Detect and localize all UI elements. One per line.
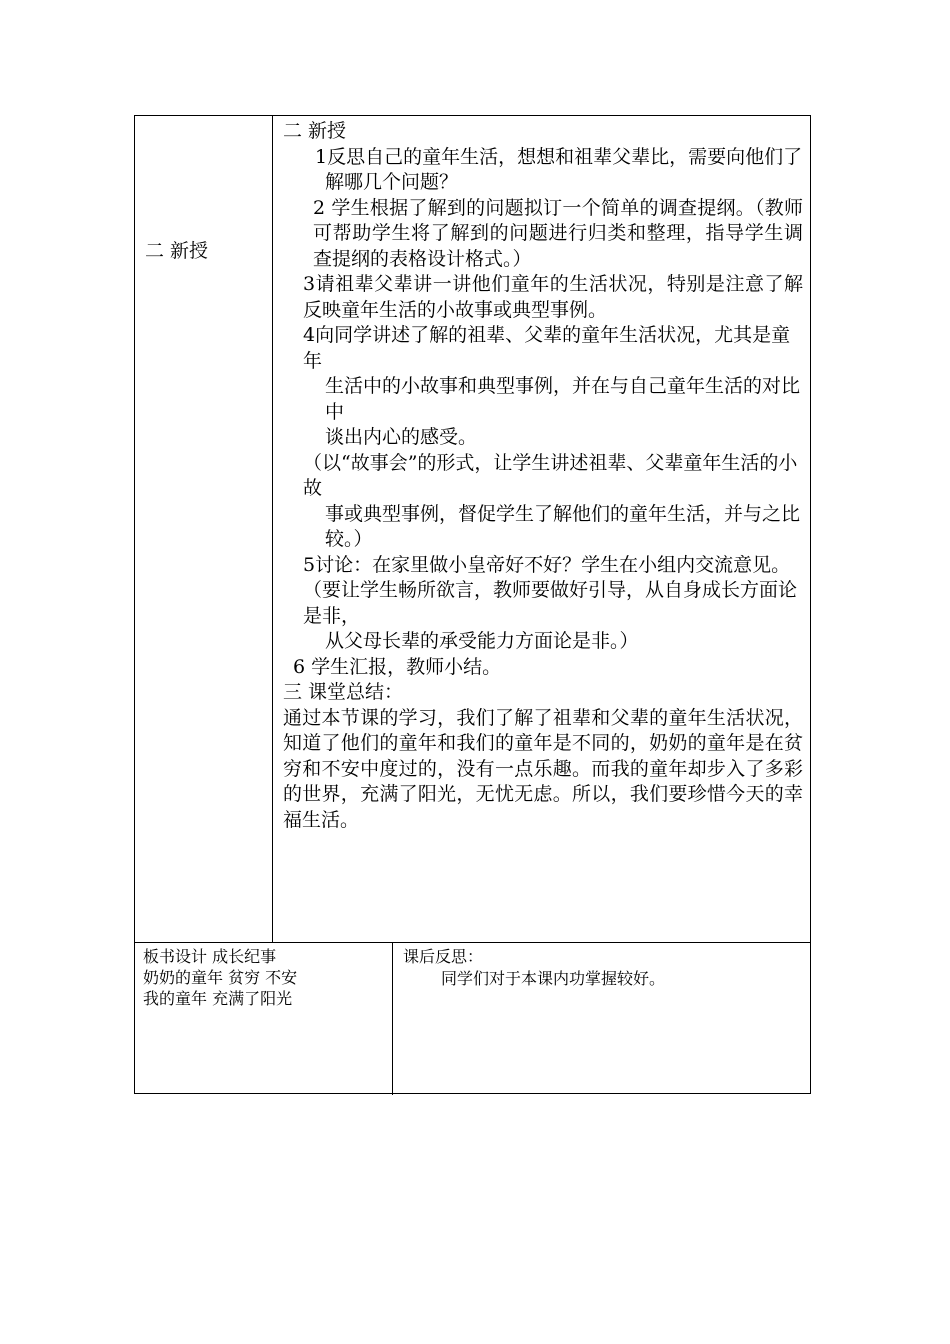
step-5: 5讨论：在家里做小皇帝好不好？学生在小组内交流意见。: [303, 553, 791, 576]
step-1-continued: 解哪几个问题？: [325, 171, 459, 193]
row-divider: [135, 942, 810, 943]
board-line-me: 我的童年 充满了阳光: [143, 989, 293, 1008]
step-6: 6 学生汇报，教师小结。: [293, 655, 502, 678]
step-4: 4向同学讲述了解的祖辈、父辈的童年生活状况，尤其是童年: [303, 324, 791, 372]
content-heading: 二 新授: [283, 120, 347, 142]
step-1: 1反思自己的童年生活，想想和祖辈父辈比，需要向他们了: [315, 145, 803, 168]
board-title: 板书设计 成长纪事: [143, 947, 277, 966]
step-4-continued: 生活中的小故事和典型事例，并在与自己童年生活的对比中: [325, 375, 801, 423]
teacher-note-1: （以“故事会”的形式，让学生讲述祖辈、父辈童年生活的小故: [303, 451, 798, 499]
board-line-grandma: 奶奶的童年 贫穷 不安: [143, 968, 298, 987]
step-3: 3请祖辈父辈讲一讲他们童年的生活状况，特别是注意了解反映童年生活的小故事或典型事例。: [303, 273, 803, 321]
step-2: 2 学生根据了解到的问题拟订一个简单的调查提纲。（教师可帮助学生将了解到的问题进行归类和整理，指导学生调查提纲的表格设计格式。）: [313, 196, 803, 270]
after-class-reflection: [403, 946, 803, 989]
column-divider: [272, 116, 273, 942]
summary-heading: 三 课堂总结：: [283, 681, 404, 703]
teacher-note-2: （要让学生畅所欲言，教师要做好引导，从自身成长方面论是非，: [303, 579, 798, 627]
blackboard-design: [143, 946, 383, 1009]
bottom-column-divider: [392, 942, 393, 1095]
teaching-content: [283, 119, 803, 833]
teacher-note-2-continued: 从父母长辈的承受能力方面论是非。）: [325, 630, 639, 652]
lesson-plan-table: [134, 115, 811, 1094]
teacher-note-1-continued: 事或典型事例，督促学生了解他们的童年生活，并与之比较。）: [325, 502, 801, 550]
reflection-title: 课后反思：: [403, 947, 484, 966]
section-label: 二 新授: [145, 240, 209, 262]
summary-body: 通过本节课的学习，我们了解了祖辈和父辈的童年生活状况，知道了他们的童年和我们的童年是不同的，奶奶的童年是在贫穷和不安中度过的，没有一点乐趣。而我的童年却步入了多彩的世界，充满了阳光，无忧无虑。所以，我们要珍惜今天的幸福生活。: [283, 706, 803, 831]
step-4-continued-2: 谈出内心的感受。: [325, 426, 478, 448]
reflection-body: 同学们对于本课内功掌握较好。: [441, 969, 666, 988]
